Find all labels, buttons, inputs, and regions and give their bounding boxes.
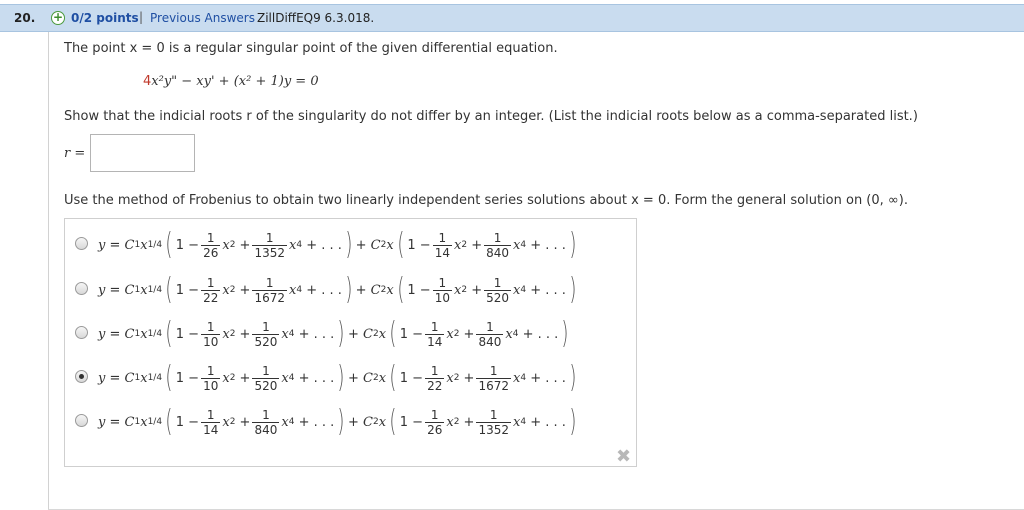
indicial-roots-input[interactable] [90,134,195,172]
radio-button-5[interactable] [75,414,88,427]
indicial-prompt [64,109,918,124]
option-1-denominator-2: 1352 [254,245,285,260]
option-3-denominator-2: 520 [254,334,278,349]
answer-option-4[interactable] [73,356,633,398]
previous-answers-link[interactable]: Previous Answers [150,11,255,25]
option-1-denominator-1: 26 [203,245,219,260]
r-label: r = [64,146,86,161]
answer-options [64,218,637,467]
left-divider [48,32,49,510]
option-3-denominator-4: 840 [478,334,502,349]
frobenius-prompt-text: Use the method of Frobenius to obtain two linearly independent series solutions about x = 0. Form the general solution on (0, ∞). [64,193,908,208]
option-formula-2: y = C 1 x 1/4 ( 1 − $\frac{1}{22}$ x 2 + $\frac{1}{1672}$ x 4 + . . . ) + C 2 x ( 1 − $\frac{1}{10}$ x 2 + $\frac{1}{520}$ x 4 + . . . ) [98,272,577,307]
header-separator: | [139,10,144,24]
answer-option-3[interactable] [73,312,633,354]
option-5-denominator-4: 1352 [478,422,509,437]
option-2-denominator-1: 22 [203,290,219,305]
radio-button-4-selected[interactable] [75,370,88,383]
option-formula-3: y = C 1 x 1/4 ( 1 − $\frac{1}{10}$ x 2 + $\frac{1}{520}$ x 4 + . . . ) + C 2 x ( 1 − $\frac{1}{14}$ x 2 + $\frac{1}{840}$ x 4 + . . . ) [98,316,569,351]
differential-equation [143,74,319,89]
incorrect-x-icon: ✖ [616,446,632,467]
points-label: 0/2 points [71,11,139,25]
option-1-denominator-3: 14 [434,245,450,260]
answer-option-2[interactable] [73,268,633,310]
radio-button-2[interactable] [75,282,88,295]
option-formula-1: y = C 1 x 1/4 ( 1 − $\frac{1}{26}$ x 2 + $\frac{1}{1352}$ x 4 + . . . ) + C 2 x ( 1 − $\frac{1}{14}$ x 2 + $\frac{1}{840}$ x 4 + . . . ) [98,227,577,262]
question-header [0,4,1024,32]
option-4-denominator-3: 22 [427,378,443,393]
question-id: ZillDiffEQ9 6.3.018. [257,11,375,25]
radio-button-1[interactable] [75,237,88,250]
problem-intro-text: The point x = 0 is a regular singular point of the given differential equation. [64,41,558,56]
option-5-denominator-2: 840 [254,422,278,437]
option-4-denominator-4: 1672 [478,378,509,393]
answer-option-1[interactable] [73,223,633,265]
frobenius-prompt [64,193,908,208]
question-number: 20. [14,11,36,25]
equation-body: x²y" − xy' + (x² + 1)y = 0 [151,74,319,89]
problem-intro [64,41,558,56]
option-1-denominator-4: 840 [486,245,509,260]
option-4-denominator-1: 10 [203,378,219,393]
option-4-denominator-2: 520 [254,378,278,393]
option-3-denominator-3: 14 [427,334,443,349]
indicial-prompt-text: Show that the indicial roots r of the singularity do not differ by an integer. (List the indicial roots below as a comma-separated list.) [64,109,918,124]
option-2-denominator-2: 1672 [254,290,285,305]
plus-icon: + [52,10,64,24]
option-3-denominator-1: 10 [203,334,219,349]
option-formula-5: y = C 1 x 1/4 ( 1 − $\frac{1}{14}$ x 2 + $\frac{1}{840}$ x 4 + . . . ) + C 2 x ( 1 − $\frac{1}{26}$ x 2 + $\frac{1}{1352}$ x 4 + . . . ) [98,404,577,439]
answer-option-5[interactable] [73,400,633,442]
equation-coefficient: 4 [143,74,152,89]
option-5-denominator-1: 14 [203,422,219,437]
option-formula-4: y = C 1 x 1/4 ( 1 − $\frac{1}{10}$ x 2 + $\frac{1}{520}$ x 4 + . . . ) + C 2 x ( 1 − $\frac{1}{22}$ x 2 + $\frac{1}{1672}$ x 4 + . . . ) [98,360,577,395]
option-2-denominator-3: 10 [434,290,450,305]
option-5-denominator-3: 26 [427,422,443,437]
radio-button-3[interactable] [75,326,88,339]
option-2-denominator-4: 520 [486,290,509,305]
